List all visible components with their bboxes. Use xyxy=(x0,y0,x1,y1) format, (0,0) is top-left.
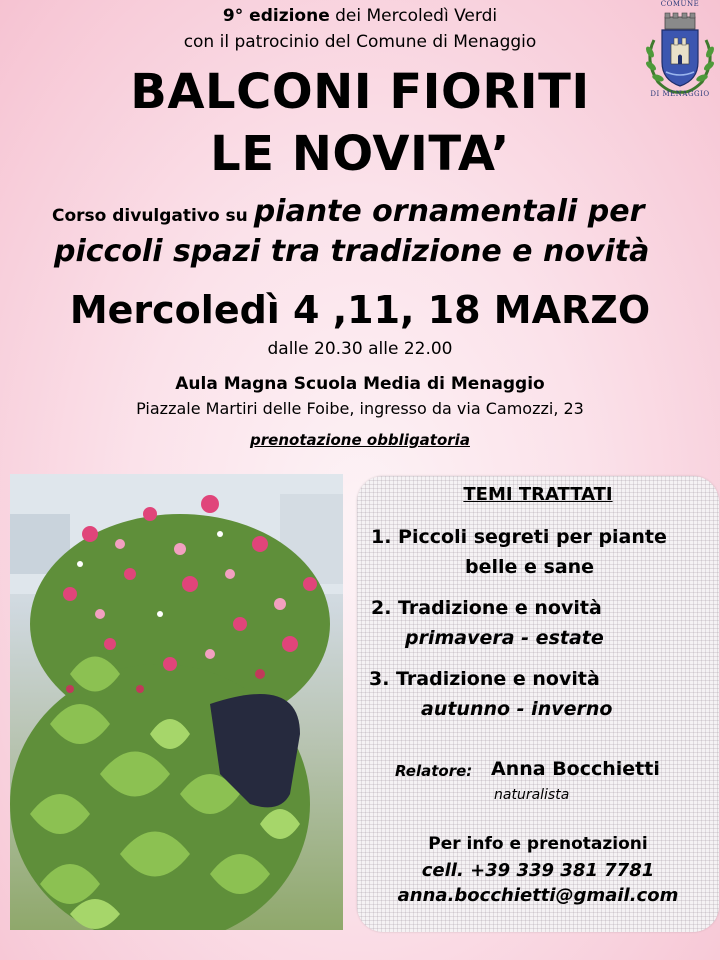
event-times: dalle 20.30 alle 22.00 xyxy=(267,339,453,359)
speaker-role: naturalista xyxy=(494,787,570,803)
venue-address: Piazzale Martiri delle Foibe, ingresso da via Camozzi, 23 xyxy=(136,399,584,418)
edition-bold: 9° edizione xyxy=(222,6,330,26)
edition-line xyxy=(0,6,720,26)
contact-title: Per info e prenotazioni xyxy=(428,834,648,854)
theme-1-main: 1. Piccoli segreti per piante xyxy=(371,526,667,548)
theme-1-sub: belle e sane xyxy=(465,556,595,578)
theme-2-main: 2. Tradizione e novità xyxy=(371,597,602,619)
edition-rest: dei Mercoledì Verdi xyxy=(329,6,498,26)
course-prefix: Corso divulgativo su xyxy=(52,206,254,226)
course-topic-2: piccoli spazi tra tradizione e novità xyxy=(54,234,650,269)
themes-title: TEMI TRATTATI xyxy=(463,484,613,505)
venue-name: Aula Magna Scuola Media di Menaggio xyxy=(175,374,545,394)
speaker-label: Relatore: xyxy=(395,762,473,780)
theme-2-sub: primavera - estate xyxy=(405,627,604,649)
booking-note: prenotazione obbligatoria xyxy=(250,431,470,449)
crest-bottom-word: MENAGGIO xyxy=(662,90,710,98)
themes-panel xyxy=(357,476,719,932)
main-title-line2: LE NOVITA’ xyxy=(210,126,510,182)
theme-3-sub: autunno - inverno xyxy=(421,698,613,720)
contact-phone: cell. +39 339 381 7781 xyxy=(421,860,655,881)
course-topic-1: piante ornamentali per xyxy=(253,194,645,229)
crest-top-text: COMUNE xyxy=(660,0,700,8)
main-title-line1: BALCONI FIORITI xyxy=(130,64,590,120)
event-dates: Mercoledì 4 ,11, 18 MARZO xyxy=(69,288,651,332)
patronage-line: con il patrocinio del Comune di Menaggio xyxy=(183,32,537,52)
course-line1 xyxy=(52,194,712,229)
speaker-name: Anna Bocchietti xyxy=(491,758,660,780)
flower-basket-photo xyxy=(10,474,343,930)
crest-middle-text: DI xyxy=(650,90,660,98)
contact-email: anna.bocchietti@gmail.com xyxy=(397,885,679,906)
theme-3-main: 3. Tradizione e novità xyxy=(369,668,600,690)
flower-basket-illustration xyxy=(10,474,343,930)
